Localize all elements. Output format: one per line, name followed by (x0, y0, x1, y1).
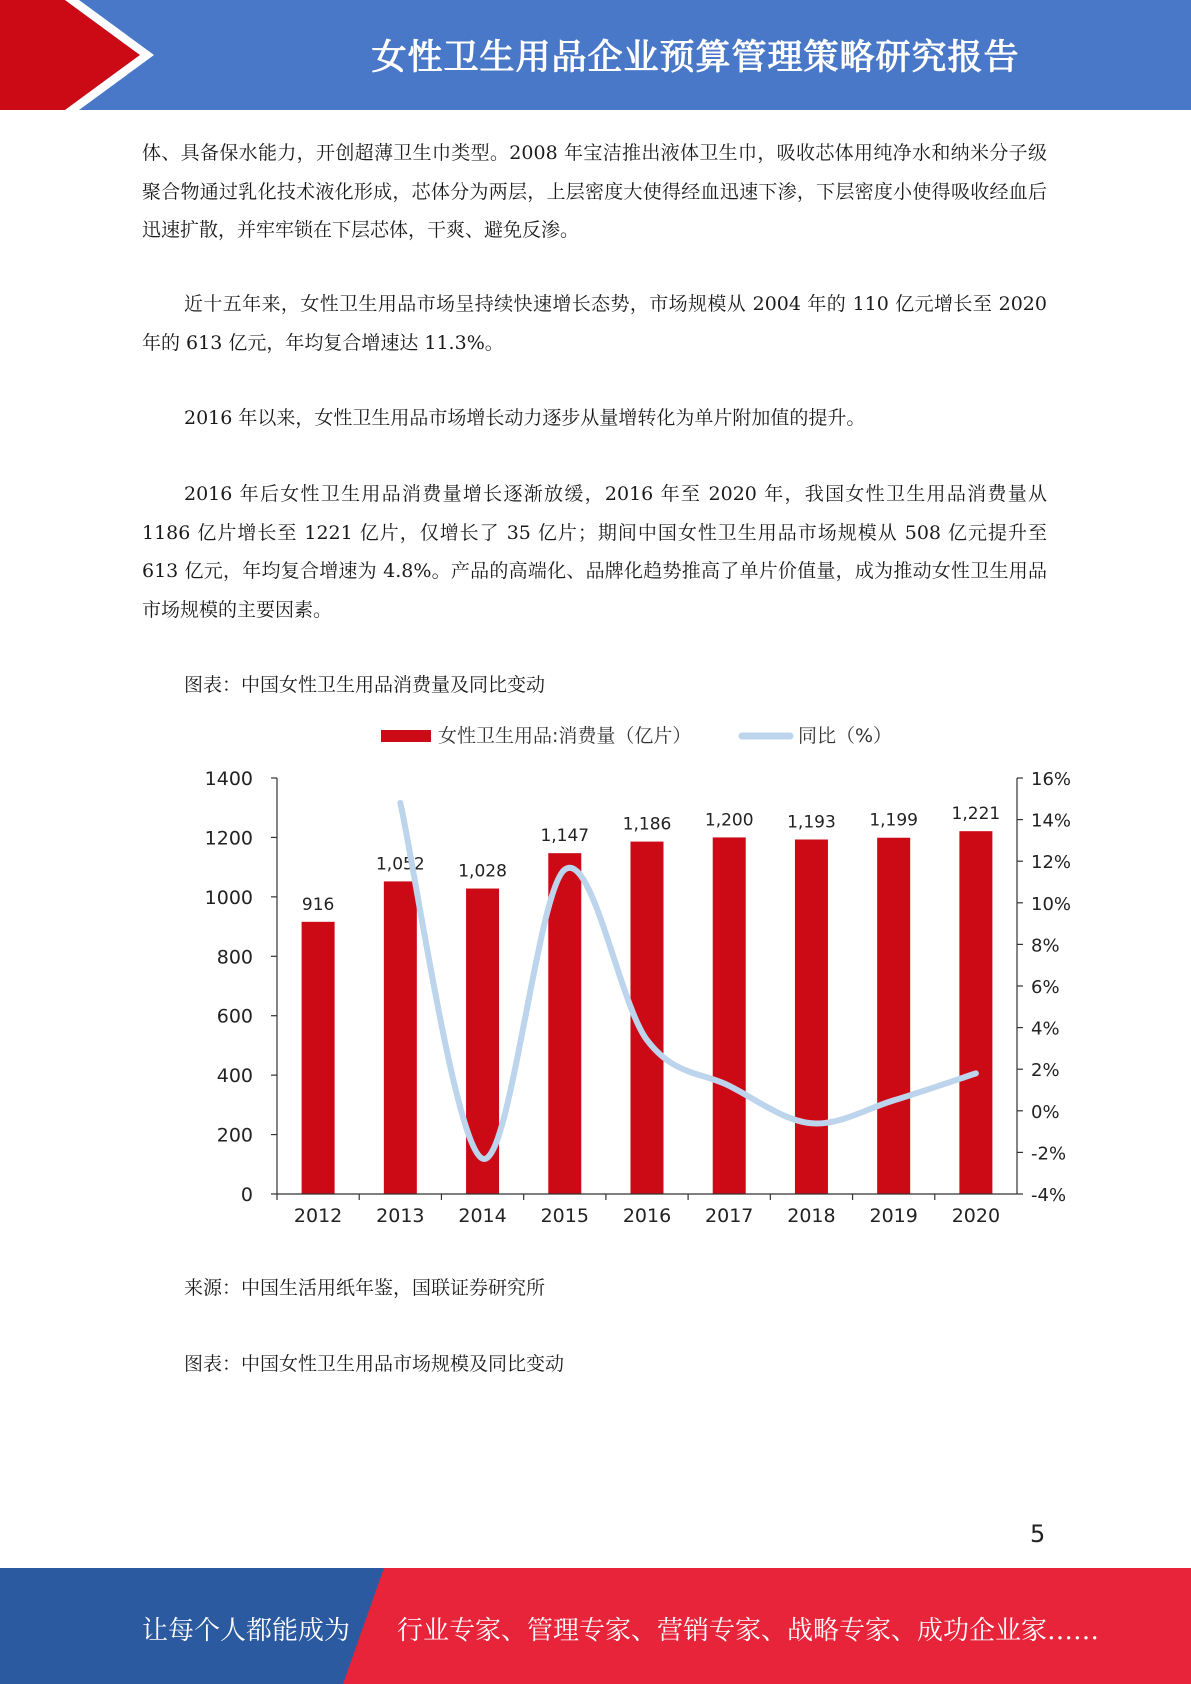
paragraph-3: 2016 年以来，女性卫生用品市场增长动力逐步从量增转化为单片附加值的提升。 (184, 407, 866, 429)
legend-bar-label: 女性卫生用品:消费量（亿片） (438, 725, 692, 747)
y-right-tick-label: 8% (1031, 935, 1060, 957)
y-right-tick-label: 10% (1031, 893, 1072, 915)
y-right-tick-label: 14% (1031, 810, 1072, 832)
y-left-tick-label: 1200 (204, 827, 253, 850)
paragraph-4: 2016 年后女性卫生用品消费量增长逐渐放缓，2016 年至 2020 年，我国女性卫生用品消费量从 1186 亿片增长至 1221 亿片，仅增长了 35 亿片；期间中国女性卫生用品市场规模从 508 亿元提升至 613 亿元，年均复合增速为 4.8%。产品的高端化、品牌化趋势推高了单片价值量，成为推动女性卫生用品市场规模的主要因素。 (142, 483, 1047, 621)
yoy-point-3 (647, 1040, 648, 1041)
y-right-tick-label: -2% (1031, 1143, 1067, 1165)
paragraph-2: 近十五年来，女性卫生用品市场呈持续快速增长态势，市场规模从 2004 年的 110 亿元增长至 2020 年的 613 亿元，年均复合增速达 11.3%。 (142, 293, 1047, 354)
y-right-tick-label: 4% (1031, 1018, 1060, 1040)
chart-source: 来源：中国生活用纸年鉴，国联证券研究所 (184, 1277, 546, 1299)
y-right-tick-label: 2% (1031, 1060, 1060, 1082)
header-band (0, 0, 1191, 110)
paragraph-continued (142, 134, 1047, 250)
bar-2015 (548, 853, 581, 1194)
y-left-tick-label: 0 (240, 1184, 253, 1206)
bar-label-2017: 1,200 (704, 810, 754, 831)
bar-label-2016: 1,186 (622, 814, 672, 835)
x-tick-label: 2020 (951, 1205, 1001, 1227)
y-left-tick-label: 600 (216, 1005, 253, 1028)
bar-label-2020: 1,221 (951, 804, 1001, 825)
paragraph-market-growth (142, 285, 1047, 362)
header-red-arrow (0, 0, 160, 110)
y-right-tick-label: 0% (1031, 1101, 1060, 1123)
footer-slogan-right: 行业专家、管理专家、营销专家、战略专家、成功企业家…… (397, 1616, 1100, 1646)
yoy-point-7 (975, 1073, 976, 1074)
paragraph-growth-driver (142, 399, 1047, 438)
chart-legend (381, 725, 892, 747)
bar-label-2015: 1,147 (540, 826, 590, 847)
y-left-tick-label: 1000 (204, 886, 253, 909)
bar-label-2013: 1,052 (375, 854, 425, 875)
yoy-point-4 (729, 1085, 730, 1086)
y-left-tick-label: 400 (216, 1065, 253, 1088)
next-chart-caption: 图表：中国女性卫生用品市场规模及同比变动 (184, 1353, 565, 1375)
yoy-point-2 (564, 869, 565, 870)
x-tick-label: 2013 (376, 1205, 425, 1227)
consumption-chart (190, 708, 1090, 1238)
legend-line-label: 同比（%） (798, 725, 893, 747)
bar-2019 (877, 838, 910, 1194)
bar-2018 (795, 840, 828, 1194)
x-tick-label: 2015 (540, 1205, 589, 1227)
y-right-tick-label: -4% (1031, 1185, 1067, 1206)
x-tick-label: 2012 (293, 1205, 343, 1227)
page-number: 5 (1030, 1520, 1046, 1548)
footer-slogan-left: 让每个人都能成为 (142, 1616, 351, 1646)
bar-2013 (384, 881, 417, 1194)
yoy-point-1 (482, 1158, 483, 1159)
yoy-point-0 (400, 802, 401, 803)
y-right-tick-label: 16% (1031, 769, 1072, 790)
bar-2012 (302, 922, 335, 1194)
y-right-tick-label: 12% (1031, 852, 1072, 874)
bar-label-2014: 1,028 (458, 861, 507, 882)
y-left-tick-label: 800 (216, 946, 253, 969)
chart-caption: 图表：中国女性卫生用品消费量及同比变动 (184, 674, 546, 696)
legend-bar-swatch (381, 730, 431, 742)
yoy-point-5 (811, 1123, 812, 1124)
x-tick-label: 2014 (458, 1205, 507, 1227)
x-tick-label: 2017 (705, 1205, 754, 1227)
y-left-tick-label: 200 (216, 1124, 253, 1147)
bar-2017 (713, 837, 746, 1194)
yoy-point-6 (893, 1100, 894, 1101)
bar-2020 (959, 831, 992, 1194)
bar-label-2012: 916 (301, 894, 335, 915)
document-title: 女性卫生用品企业预算管理策略研究报告 (371, 38, 1020, 78)
y-right-tick-label: 6% (1031, 977, 1060, 998)
bar-label-2018: 1,193 (787, 812, 836, 833)
x-tick-label: 2018 (787, 1205, 836, 1227)
x-tick-label: 2019 (869, 1205, 918, 1227)
paragraph-consumption (142, 475, 1047, 629)
x-tick-label: 2016 (622, 1205, 672, 1227)
bar-label-2019: 1,199 (869, 810, 919, 831)
y-left-tick-label: 1400 (204, 768, 253, 790)
paragraph-1: 体、具备保水能力，开创超薄卫生巾类型。2008 年宝洁推出液体卫生巾，吸收芯体用纯净水和纳米分子级聚合物通过乳化技术液化形成，芯体分为两层，上层密度大使得经血迅速下渗，下层密度小使得吸收经血后迅速扩散，并牢牢锁在下层芯体，干爽、避免反渗。 (142, 142, 1047, 241)
